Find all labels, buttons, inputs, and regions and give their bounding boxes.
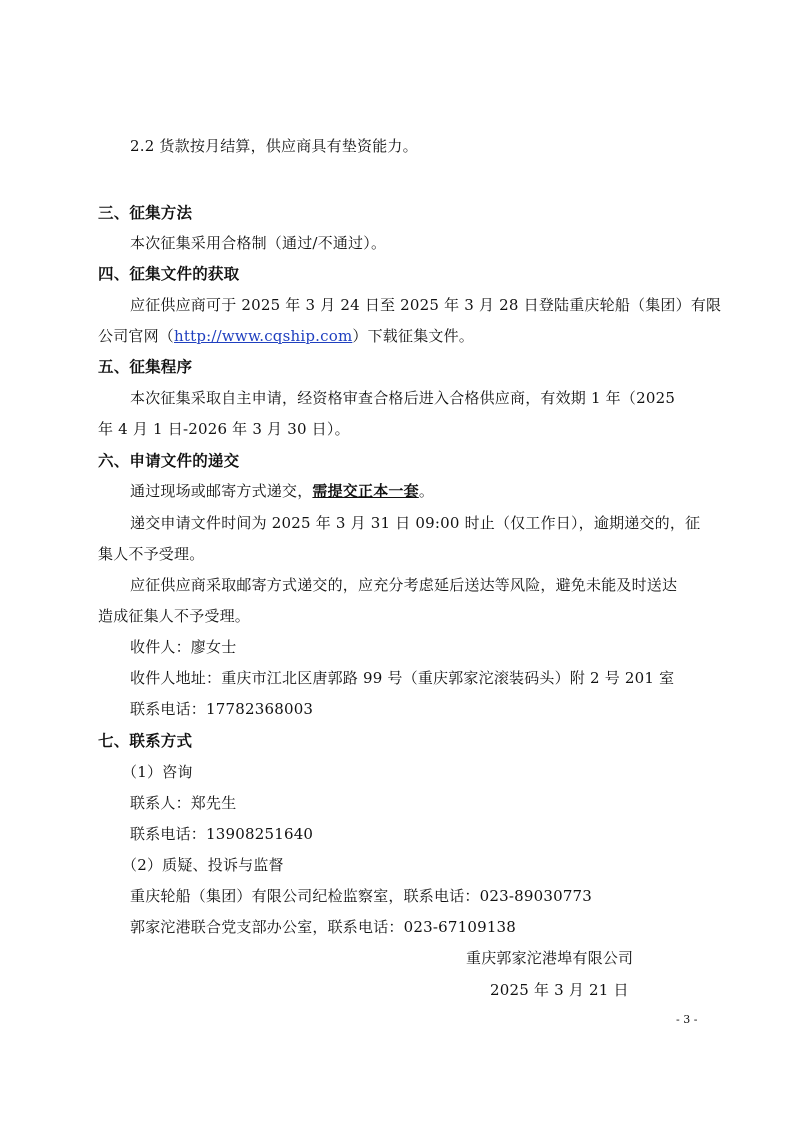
section-6-line-3: 集人不予受理。 [98, 545, 205, 563]
paragraph-2-2: 2.2 货款按月结算，供应商具有垫资能力。 [130, 137, 418, 155]
signature-company: 重庆郭家沱港埠有限公司 [466, 949, 634, 967]
section-3-text: 本次征集采用合格制（通过/不通过）。 [130, 234, 387, 252]
recipient-phone: 联系电话：17782368003 [130, 700, 314, 718]
supervision-line-2: 郭家沱港联合党支部办公室，联系电话：023-67109138 [130, 918, 517, 936]
recipient: 收件人：廖女士 [130, 638, 237, 656]
section-5-heading: 五、征集程序 [98, 358, 193, 376]
section-4-heading: 四、征集文件的获取 [98, 265, 240, 283]
section-4-line-2 [98, 326, 474, 346]
recipient-address: 收件人地址：重庆市江北区唐郭路 99 号（重庆郭家沱滚装码头）附 2 号 201 室 [130, 669, 675, 687]
section-7-sub-2: （2）质疑、投诉与监督 [122, 856, 284, 874]
section-7-heading: 七、联系方式 [98, 732, 193, 750]
website-link[interactable]: http://www.cqship.com [174, 327, 353, 345]
contact-phone: 联系电话：13908251640 [130, 825, 314, 843]
original-copy-requirement: 需提交正本一套 [312, 482, 419, 500]
section-6-line-4: 应征供应商采取邮寄方式递交的，应充分考虑延后送达等风险，避免未能及时送达 [130, 576, 678, 594]
section-6-line-1-post: 。 [418, 482, 435, 500]
section-3-heading: 三、征集方法 [98, 204, 193, 222]
section-7-sub-1: （1）咨询 [122, 763, 193, 781]
contact-person: 联系人：郑先生 [130, 794, 237, 812]
section-5-line-2: 年 4 月 1 日-2026 年 3 月 30 日）。 [98, 420, 350, 438]
section-6-line-1 [130, 481, 434, 501]
supervision-line-1: 重庆轮船（集团）有限公司纪检监察室，联系电话：023-89030773 [130, 887, 593, 905]
page-number: - 3 - [676, 1013, 698, 1026]
section-4-line-1: 应征供应商可于 2025 年 3 月 24 日至 2025 年 3 月 28 日登陆重庆轮船（集团）有限 [130, 296, 722, 314]
signature-date: 2025 年 3 月 21 日 [490, 981, 629, 999]
section-6-line-2: 递交申请文件时间为 2025 年 3 月 31 日 09:00 时止（仅工作日），逾期递交的，征 [130, 514, 701, 532]
section-6-line-5: 造成征集人不予受理。 [98, 607, 251, 625]
section-4-line-2-pre: 公司官网（ [98, 327, 175, 345]
section-6-heading: 六、申请文件的递交 [98, 452, 240, 470]
section-4-line-2-post: ）下载征集文件。 [352, 327, 474, 345]
section-6-line-1-pre: 通过现场或邮寄方式递交， [130, 482, 313, 500]
section-5-line-1: 本次征集采取自主申请，经资格审查合格后进入合格供应商，有效期 1 年（2025 [130, 389, 676, 407]
